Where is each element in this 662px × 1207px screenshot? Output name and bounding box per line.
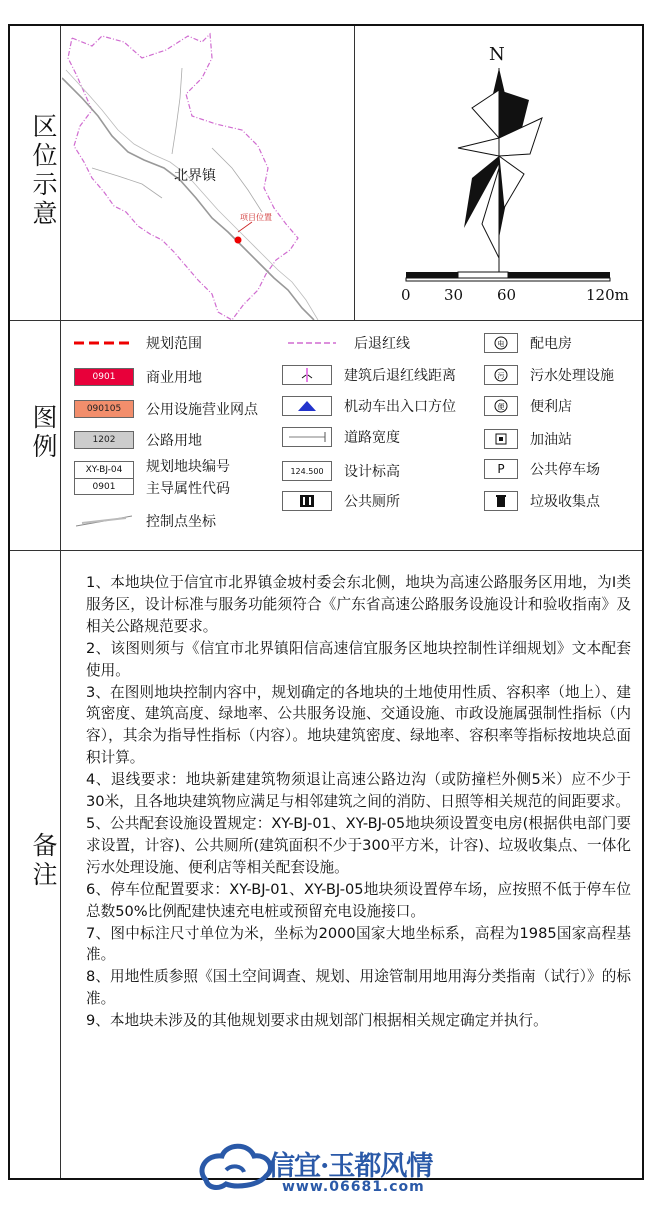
legend-label: 公共厕所 [344,494,400,510]
legend-label: 道路宽度 [344,430,400,446]
site-label: 项目位置 [240,213,272,222]
legend-vehicle-entrance [282,395,456,417]
utility-swatch: 090105 [74,400,134,418]
note-item: 8、用地性质参照《国土空间调查、规划、用途管制用地用海分类指南（试行）》的标准。 [86,968,631,1008]
scale-tick-30: 30 [444,286,464,304]
note-item: 4、退线要求：地块新建建筑物须退让高速公路边沟（或防撞栏外侧5米）应不少于30米，且各地块建筑物应满足与相邻建筑之间的消防、日照等相关规范的间距要求。 [86,771,631,811]
town-label: 北界镇 [174,168,216,184]
cloud-logo-icon [196,1140,276,1200]
note-item: 6、停车位配置要求：XY-BJ-01、XY-BJ-05地块须设置停车场，应按照不低于停车位总数50%比例配建快速充电桩或预留充电设施接口。 [86,880,631,920]
legend-design-elevation [282,460,400,482]
section-title-legend: 图例 [29,404,58,462]
legend-planning-boundary [74,332,202,354]
svg-text:污: 污 [497,372,505,380]
legend-garbage [484,490,600,512]
legend-distribution-room [484,332,572,354]
note-item: 2、该图则须与《信宜市北界镇阳信高速信宜服务区地块控制性详细规划》文本配套使用。 [86,639,631,679]
note-item: 9、本地块未涉及的其他规划要求由规划部门根据相关规定确定并执行。 [86,1012,548,1030]
legend-label: 后退红线 [354,336,410,352]
legend-label: 机动车出入口方位 [344,399,456,415]
legend-label: 控制点坐标 [146,514,216,530]
legend-label: 设计标高 [344,464,400,480]
scale-tick-0: 0 [401,286,411,304]
vehicle-entrance-icon [282,396,332,416]
legend-utility-outlet [74,398,258,420]
legend-parking [484,458,600,480]
store-icon [484,396,518,416]
site-watermark [196,1140,486,1202]
legend-label: 便利店 [530,399,572,415]
note-item: 3、在图则地块控制内容中，规划确定的各地块的土地使用性质、容积率（地上）、建筑密度、建筑高度、绿地率、公共服务设施、交通设施、市政设施属强制性指标（内容），其余为指导性指标（内容）。地块建筑密度、绿地率、容积率等指标按地块总面积计算。 [86,683,631,767]
parking-icon: P [484,459,518,479]
scale-tick-120m: 120m [586,286,629,304]
scale-bar-segment [458,272,508,278]
legend-sewage [484,364,614,386]
drawing-frame [8,24,644,1180]
scale-tick-60: 60 [497,286,517,304]
control-point-icon [74,512,134,530]
parcel-code-box [74,461,134,495]
wind-rose [354,28,642,320]
legend-parcel-code [74,460,230,496]
legend-label: 垃圾收集点 [530,494,600,510]
highway-swatch: 1202 [74,431,134,449]
legend-label: 配电房 [530,336,572,352]
legend-label: 公路用地 [146,433,202,449]
legend-label: 规划范围 [146,336,202,352]
north-label: N [489,44,505,65]
compass-panel [354,28,642,320]
legend-convenience-store [484,395,572,417]
legend-label: 加油站 [530,432,572,448]
divider-location-legend [10,320,642,321]
notes-block [86,572,631,1032]
svg-text:便: 便 [497,403,505,411]
legend-highway [74,429,202,451]
note-item: 7、图中标注尺寸单位为米，坐标为2000国家大地坐标系，高程为1985国家高程基准。 [86,924,631,964]
legend-label: 商业用地 [146,370,202,386]
divider-legend-notes [10,550,642,551]
commercial-swatch: 0901 [74,368,134,386]
toilet-icon [282,491,332,511]
section-title-notes: 备注 [29,832,58,890]
distribution-room-icon [484,333,518,353]
elevation-box: 124.500 [282,461,332,481]
legend-control-point [74,510,216,532]
parcel-code: XY-BJ-04 [75,462,133,479]
legend-label: 建筑后退红线距离 [344,368,456,384]
location-map [62,28,352,320]
svg-text:电: 电 [497,340,505,348]
scale-bar-segment [508,272,610,278]
garbage-bin-icon [484,491,518,511]
gas-station-icon [484,429,518,449]
note-item: 5、公共配套设施设置规定：XY-BJ-01、XY-BJ-05地块须设置变电房(根据供电部门要求设置，计容)、公共厕所(建筑面积不少于300平方米，计容)、垃圾收集点、一体化污水处理设施、便利店等相关配套设施。 [86,814,631,876]
road-width-icon [282,427,332,447]
legend-road-width [282,426,400,448]
legend-label: 规划地块编号 [146,459,230,475]
legend-commercial [74,366,202,388]
dashed-red-line-icon [74,334,134,352]
legend-setback-distance [282,364,456,386]
watermark-url[interactable]: www.06681.com [282,1179,425,1195]
label-column-divider [60,26,61,1178]
note-item: 1、本地块位于信宜市北界镇金坡村委会东北侧，地块为高速公路服务区用地，为Ⅰ类服务区，设计标准与服务功能须符合《广东省高速公路服务设施设计和验收指南》及相关公路规范要求。 [86,574,631,635]
legend-gas-station [484,428,572,450]
section-title-location: 区位示意 [29,113,58,229]
sewage-icon [484,365,518,385]
setback-line-icon [282,334,342,352]
attribute-code: 0901 [92,482,116,492]
legend-label: 公共停车场 [530,462,600,478]
legend-public-toilet [282,490,400,512]
setback-distance-icon [282,365,332,385]
legend-label: 公用设施营业网点 [146,402,258,418]
project-site-marker [235,237,242,244]
legend-label: 污水处理设施 [530,368,614,384]
watermark-title: 信宜·玉都风情 [268,1151,433,1182]
legend-label: 主导属性代码 [146,481,230,497]
legend-setback-line [282,332,410,354]
scale-bar-segment [406,272,458,278]
